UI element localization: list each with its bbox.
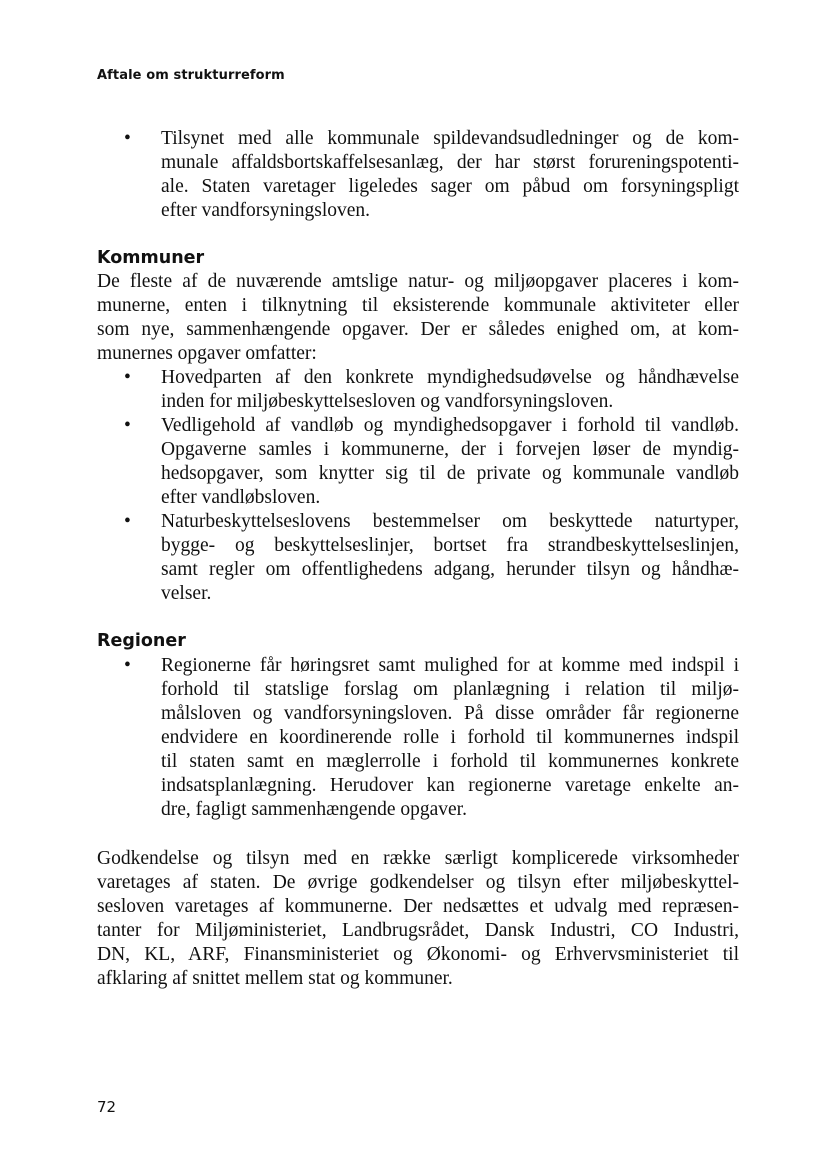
- text-line: Regionerne får høringsret samt mulighed for at komme med indspil i: [161, 655, 739, 676]
- text-line: Hovedparten af den konkrete myndighedsudøvelse og håndhævelse: [161, 367, 739, 388]
- text-line: tanter for Miljøministeriet, Landbrugsrådet, Dansk Industri, CO Industri,: [97, 920, 739, 941]
- text-line: målsloven og vandforsyningsloven. På disse områder får regionerne: [161, 703, 739, 724]
- text-line: samt regler om offentlighedens adgang, herunder tilsyn og håndhæ-: [161, 559, 739, 580]
- text-line: Opgaverne samles i kommunerne, der i forvejen løser de myndig-: [161, 439, 739, 460]
- bullet-glyph: •: [124, 655, 131, 676]
- text-line: munerne, enten i tilknytning til eksisterende kommunale aktiviteter eller: [97, 295, 739, 316]
- text-line: inden for miljøbeskyttelsesloven og vandforsyningsloven.: [161, 391, 614, 412]
- running-head: Aftale om strukturreform: [97, 68, 285, 83]
- text-line: munernes opgaver omfatter:: [97, 343, 317, 364]
- text-line: varetages af staten. De øvrige godkendelser og tilsyn efter miljøbeskyttel-: [97, 872, 739, 893]
- text-line: afklaring af snittet mellem stat og kommuner.: [97, 968, 453, 989]
- text-line: DN, KL, ARF, Finansministeriet og Økonomi- og Erhvervsministeriet til: [97, 944, 739, 965]
- text-line: som nye, sammenhængende opgaver. Der er således enighed om, at kom-: [97, 319, 739, 340]
- bullet-glyph: •: [124, 511, 131, 532]
- text-line: efter vandforsyningsloven.: [161, 200, 371, 221]
- bullet-glyph: •: [124, 128, 131, 149]
- text-line: Vedligehold af vandløb og myndighedsopgaver i forhold til vandløb.: [161, 415, 739, 436]
- text-line: endvidere en koordinerende rolle i forhold til kommunernes indspil: [161, 727, 739, 748]
- text-line: velser.: [161, 583, 212, 604]
- text-line: sesloven varetages af kommunerne. Der nedsættes et udvalg med repræsen-: [97, 896, 739, 917]
- text-line: forhold til statslige forslag om planlægning i relation til miljø-: [161, 679, 739, 700]
- text-line: Godkendelse og tilsyn med en række særligt komplicerede virksomheder: [97, 848, 739, 869]
- section-heading-regioner: Regioner: [97, 631, 186, 651]
- page-number: 72: [97, 1098, 117, 1116]
- text-line: ale. Staten varetager ligeledes sager om påbud om forsyningspligt: [161, 176, 739, 197]
- bullet-glyph: •: [124, 415, 131, 436]
- text-line: efter vandløbsloven.: [161, 487, 321, 508]
- bullet-glyph: •: [124, 367, 131, 388]
- text-line: hedsopgaver, som knytter sig til de private og kommunale vandløb: [161, 463, 739, 484]
- text-line: bygge- og beskyttelseslinjer, bortset fra strandbeskyttelseslinjen,: [161, 535, 739, 556]
- text-line: indsatsplanlægning. Herudover kan regionerne varetage enkelte an-: [161, 775, 739, 796]
- text-line: dre, fagligt sammenhængende opgaver.: [161, 799, 467, 820]
- text-line: De fleste af de nuværende amtslige natur- og miljøopgaver placeres i kom-: [97, 271, 739, 292]
- text-line: Tilsynet med alle kommunale spildevandsudledninger og de kom-: [161, 128, 739, 149]
- text-line: munale affaldsbortskaffelsesanlæg, der har størst forureningspotenti-: [161, 152, 739, 173]
- section-heading-kommuner: Kommuner: [97, 248, 205, 268]
- text-line: Naturbeskyttelseslovens bestemmelser om beskyttede naturtyper,: [161, 511, 739, 532]
- text-line: til staten samt en mæglerrolle i forhold til kommunernes konkrete: [161, 751, 739, 772]
